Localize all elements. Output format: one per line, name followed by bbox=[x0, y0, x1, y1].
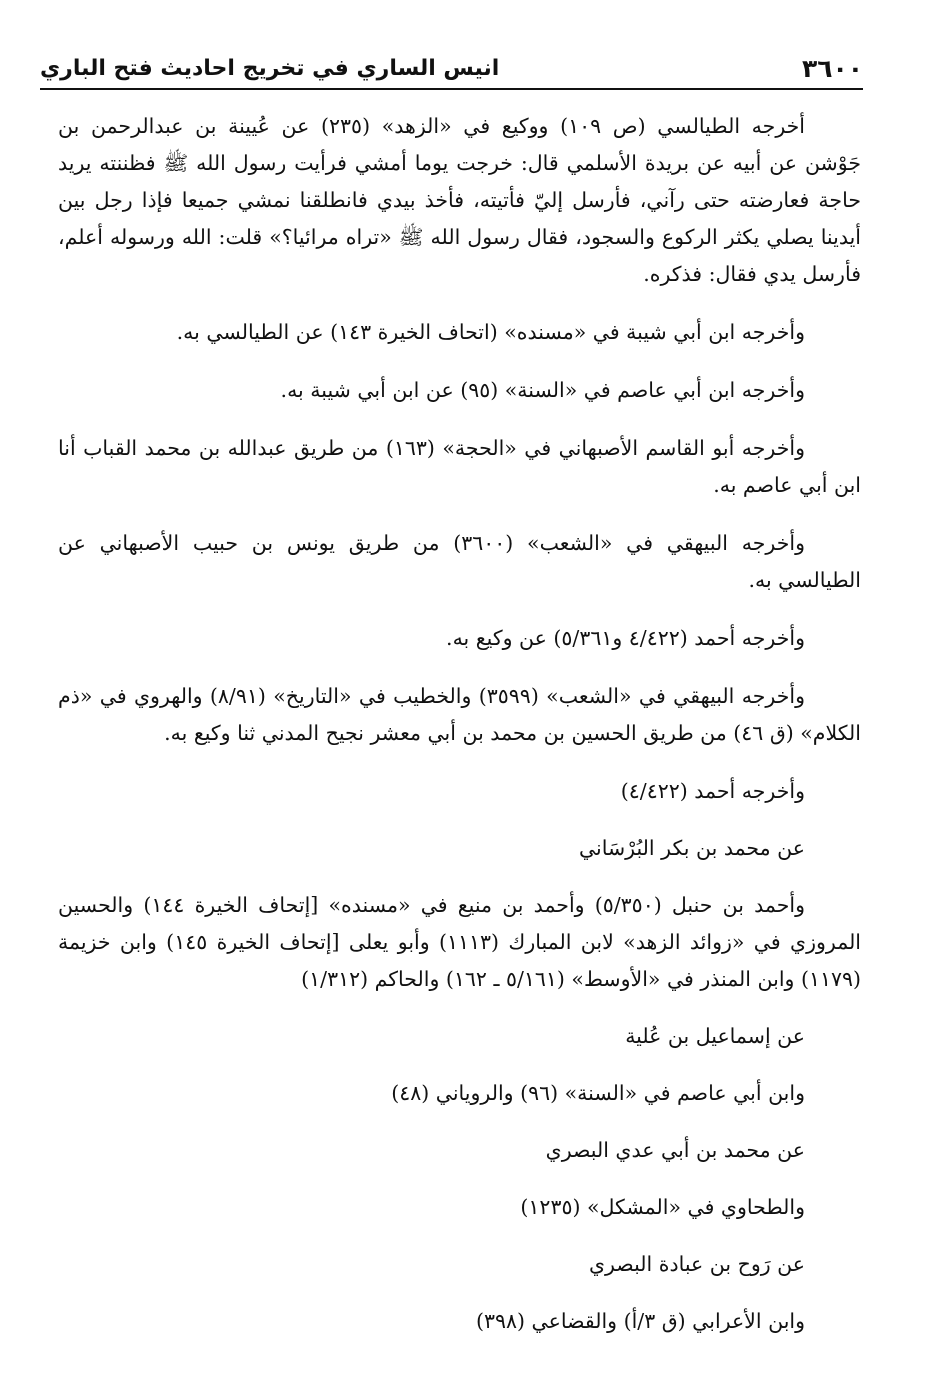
paragraph-takhrij: وأخرجه البيهقي في «الشعب» (٣٥٩٩) والخطيب في «التاريخ» (٨/٩١) والهروي في «ذم الكلام» (ق ٤٦) من طريق الحسين بن محمد بن أبي معشر نجيح المدني ثنا وكيع به. bbox=[58, 684, 861, 745]
paragraph-takhrij: وابن الأعرابي (ق ٣/أ) والقضاعي (٣٩٨) bbox=[475, 1309, 805, 1333]
paragraph-takhrij: وأخرجه أحمد (٤/٤٢٢ و٥/٣٦١) عن وكيع به. bbox=[446, 626, 805, 650]
paragraph-takhrij: وأخرجه ابن أبي شيبة في «مسنده» (اتحاف الخيرة ١٤٣) عن الطيالسي به. bbox=[176, 320, 805, 344]
paragraph-takhrij: وأخرجه أحمد (٤/٤٢٢) bbox=[620, 779, 805, 803]
paragraph-takhrij: والطحاوي في «المشكل» (١٢٣٥) bbox=[520, 1195, 805, 1219]
paragraph-narrator: عن إسماعيل بن عُلية bbox=[625, 1024, 805, 1048]
paragraph-narrator: عن محمد بن أبي عدي البصري bbox=[545, 1138, 805, 1162]
page-number: ٣٦٠٠ bbox=[801, 53, 863, 83]
paragraph-hadith-narration: أخرجه الطيالسي (ص ١٠٩) ووكيع في «الزهد» (٢٣٥) عن عُيينة بن عبدالرحمن بن جَوْشن عن أبيه عن بريدة الأسلمي قال: خرجت يوما أمشي فرأيت رسول الله ﷺ فظننته يريد حاجة فعارضته حتى رآني، فأرسل إليّ فأتيته، فأخذ بيدي فانطلقنا نمشي جميعا فإذا رجل بين أيدينا يصلي يكثر الركوع والسجود، فقال رسول الله ﷺ «تراه مرائيا؟» قلت: الله ورسوله أعلم، فأرسل يدي فقال: فذكره. bbox=[58, 114, 861, 286]
header-divider bbox=[40, 88, 863, 90]
paragraph-takhrij: وابن أبي عاصم في «السنة» (٩٦) والروياني (٤٨) bbox=[391, 1081, 805, 1105]
paragraph-takhrij: وأحمد بن حنبل (٥/٣٥٠) وأحمد بن منيع في «مسنده» [إتحاف الخيرة ١٤٤) والحسين المروزي في «زوائد الزهد» لابن المبارك (١١١٣) وأبو يعلى [إتحاف الخيرة ١٤٥) وابن خزيمة (١١٧٩) وابن المنذر في «الأوسط» (٥/١٦١ ـ ١٦٢) والحاكم (١/٣١٢) bbox=[58, 893, 862, 991]
paragraph-takhrij: وأخرجه البيهقي في «الشعب» (٣٦٠٠) من طريق يونس بن حبيب الأصبهاني عن الطيالسي به. bbox=[58, 531, 861, 592]
running-head bbox=[40, 52, 863, 84]
paragraph-takhrij: وأخرجه أبو القاسم الأصبهاني في «الحجة» (١٦٣) من طريق عبدالله بن محمد القباب أنا ابن أبي عاصم به. bbox=[58, 436, 861, 497]
body-text bbox=[58, 108, 861, 1360]
paragraph-narrator: عن رَوح بن عبادة البصري bbox=[588, 1252, 805, 1276]
paragraph-takhrij: وأخرجه ابن أبي عاصم في «السنة» (٩٥) عن ابن أبي شيبة به. bbox=[280, 378, 805, 402]
paragraph-narrator: عن محمد بن بكر البُرْسَاني bbox=[578, 836, 805, 860]
book-title: انيس الساري في تخريج احاديث فتح الباري bbox=[40, 55, 500, 81]
